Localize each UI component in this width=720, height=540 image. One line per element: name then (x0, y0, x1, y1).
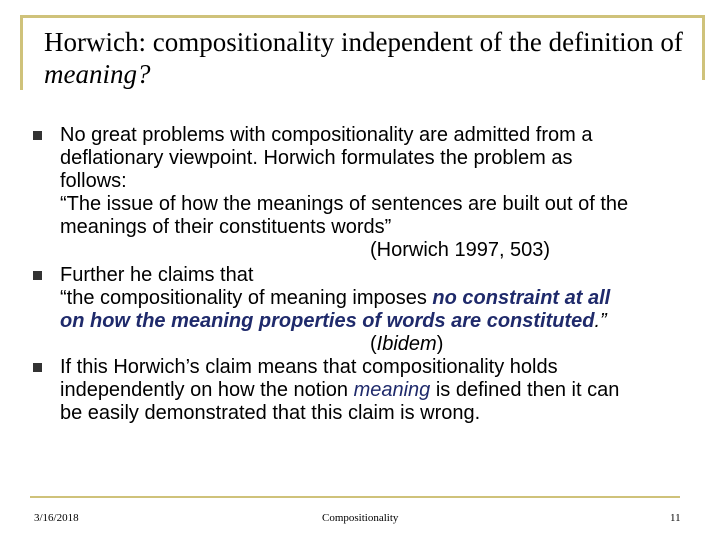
citation: (Ibidem) (370, 333, 444, 355)
bullet-text-line: No great problems with compositionality are admitted from a (60, 124, 593, 146)
bullet-list (30, 124, 700, 425)
bullet-text-line: follows: (60, 170, 127, 192)
emphasis-text: on how the meaning properties of words are constituted (60, 310, 595, 332)
quote-line: on how the meaning properties of words are constituted.” (60, 310, 607, 332)
frame-top-line (20, 15, 705, 18)
emphasis-text: meaning (353, 379, 431, 401)
bullet-square-icon (33, 271, 42, 280)
bullet-item-3 (30, 356, 700, 425)
quote-line: “the compositionality of meaning imposes no constraint at all (60, 287, 611, 309)
bullet-item-1 (30, 124, 700, 262)
title-italic: meaning? (44, 59, 151, 89)
frame-left-line (20, 15, 23, 90)
bullet-text-line: deflationary viewpoint. Horwich formulates the problem as (60, 147, 573, 169)
footer-divider (30, 496, 680, 498)
bullet-square-icon (33, 363, 42, 372)
bullet-text-line: be easily demonstrated that this claim is wrong. (60, 402, 481, 424)
quote-line: meanings of their constituents words” (60, 216, 392, 238)
bullet-text-line: Further he claims that (60, 264, 254, 286)
footer-date: 3/16/2018 (34, 512, 79, 524)
bullet-text-line: independently on how the notion meaning is defined then it can (60, 379, 620, 401)
bullet-item-2 (30, 264, 700, 356)
page-number: 11 (670, 512, 681, 524)
emphasis-text: no constraint at all (432, 287, 611, 309)
quote-line: “The issue of how the meanings of sentences are built out of the (60, 193, 629, 215)
bullet-text-line: If this Horwich’s claim means that compositionality holds (60, 356, 558, 378)
citation: (Horwich 1997, 503) (370, 239, 551, 261)
footer-title: Compositionality (322, 512, 399, 524)
frame-right-line (702, 15, 705, 80)
slide-title: Horwich: compositionality independent of the definition of meaning? (44, 27, 683, 89)
bullet-square-icon (33, 131, 42, 140)
